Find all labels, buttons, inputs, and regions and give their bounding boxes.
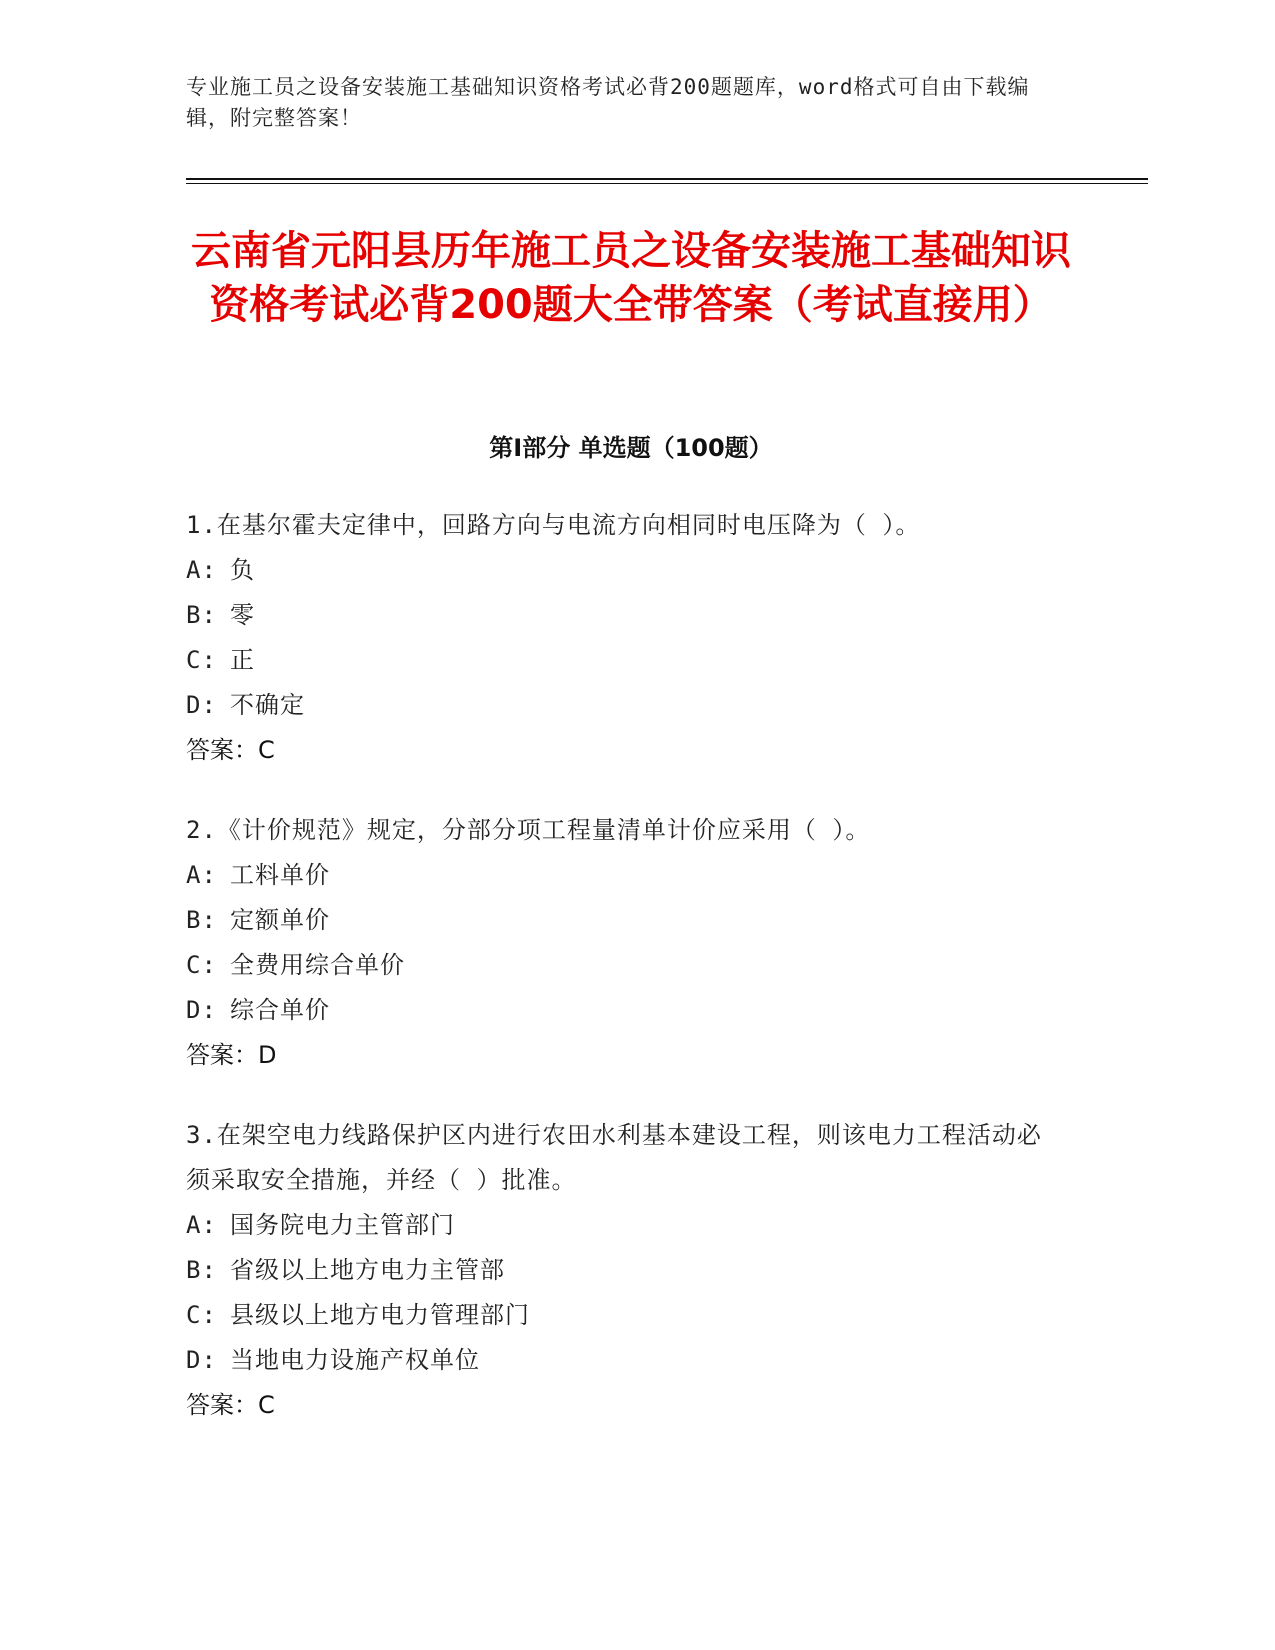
option-d — [186, 1338, 1066, 1383]
option-b — [186, 593, 1066, 638]
option-text: 当地电力设施产权单位 — [230, 1346, 480, 1374]
option-text: 工料单价 — [230, 861, 330, 889]
option-label: A: — [186, 556, 217, 584]
option-label: B: — [186, 1256, 217, 1284]
header-rule-thin — [186, 183, 1148, 184]
question-1 — [186, 503, 1066, 773]
option-c — [186, 1293, 1066, 1338]
option-b — [186, 898, 1066, 943]
option-label: D: — [186, 996, 217, 1024]
option-text: 县级以上地方电力管理部门 — [230, 1301, 530, 1329]
option-c — [186, 638, 1066, 683]
document-title: 云南省元阳县历年施工员之设备安装施工基础知识资格考试必背200题大全带答案（考试直接用） — [191, 228, 1071, 328]
option-text: 国务院电力主管部门 — [230, 1211, 455, 1239]
option-text: 正 — [230, 646, 255, 674]
option-d — [186, 988, 1066, 1033]
option-a — [186, 548, 1066, 593]
option-d — [186, 683, 1066, 728]
option-label: B: — [186, 906, 217, 934]
option-label: A: — [186, 861, 217, 889]
option-a — [186, 1203, 1066, 1248]
option-text: 零 — [230, 601, 255, 629]
option-label: B: — [186, 601, 217, 629]
header-intro: 专业施工员之设备安装施工基础知识资格考试必背200题题库，word格式可自由下载编辑，附完整答案！ — [186, 75, 1030, 130]
option-text: 全费用综合单价 — [230, 951, 405, 979]
option-label: A: — [186, 1211, 217, 1239]
option-text: 省级以上地方电力主管部 — [230, 1256, 505, 1284]
section-title: 第I部分 单选题（100题） — [489, 434, 773, 462]
option-label: C: — [186, 1301, 217, 1329]
option-a — [186, 853, 1066, 898]
answer: 答案：C — [186, 1391, 275, 1419]
option-text: 负 — [230, 556, 255, 584]
option-label: D: — [186, 691, 217, 719]
question-text: 3.在架空电力线路保护区内进行农田水利基本建设工程，则该电力工程活动必须采取安全措施，并经（ ）批准。 — [186, 1121, 1042, 1194]
question-text: 2.《计价规范》规定，分部分项工程量清单计价应采用（ ）。 — [186, 816, 871, 844]
answer: 答案：C — [186, 736, 275, 764]
question-3 — [186, 1113, 1066, 1428]
option-text: 不确定 — [230, 691, 305, 719]
question-2 — [186, 808, 1066, 1078]
option-label: C: — [186, 646, 217, 674]
question-text: 1.在基尔霍夫定律中，回路方向与电流方向相同时电压降为（ ）。 — [186, 511, 921, 539]
option-b — [186, 1248, 1066, 1293]
option-text: 定额单价 — [230, 906, 330, 934]
option-text: 综合单价 — [230, 996, 330, 1024]
option-label: D: — [186, 1346, 217, 1374]
header-rule-thick — [186, 178, 1148, 180]
option-label: C: — [186, 951, 217, 979]
answer: 答案：D — [186, 1041, 277, 1069]
option-c — [186, 943, 1066, 988]
